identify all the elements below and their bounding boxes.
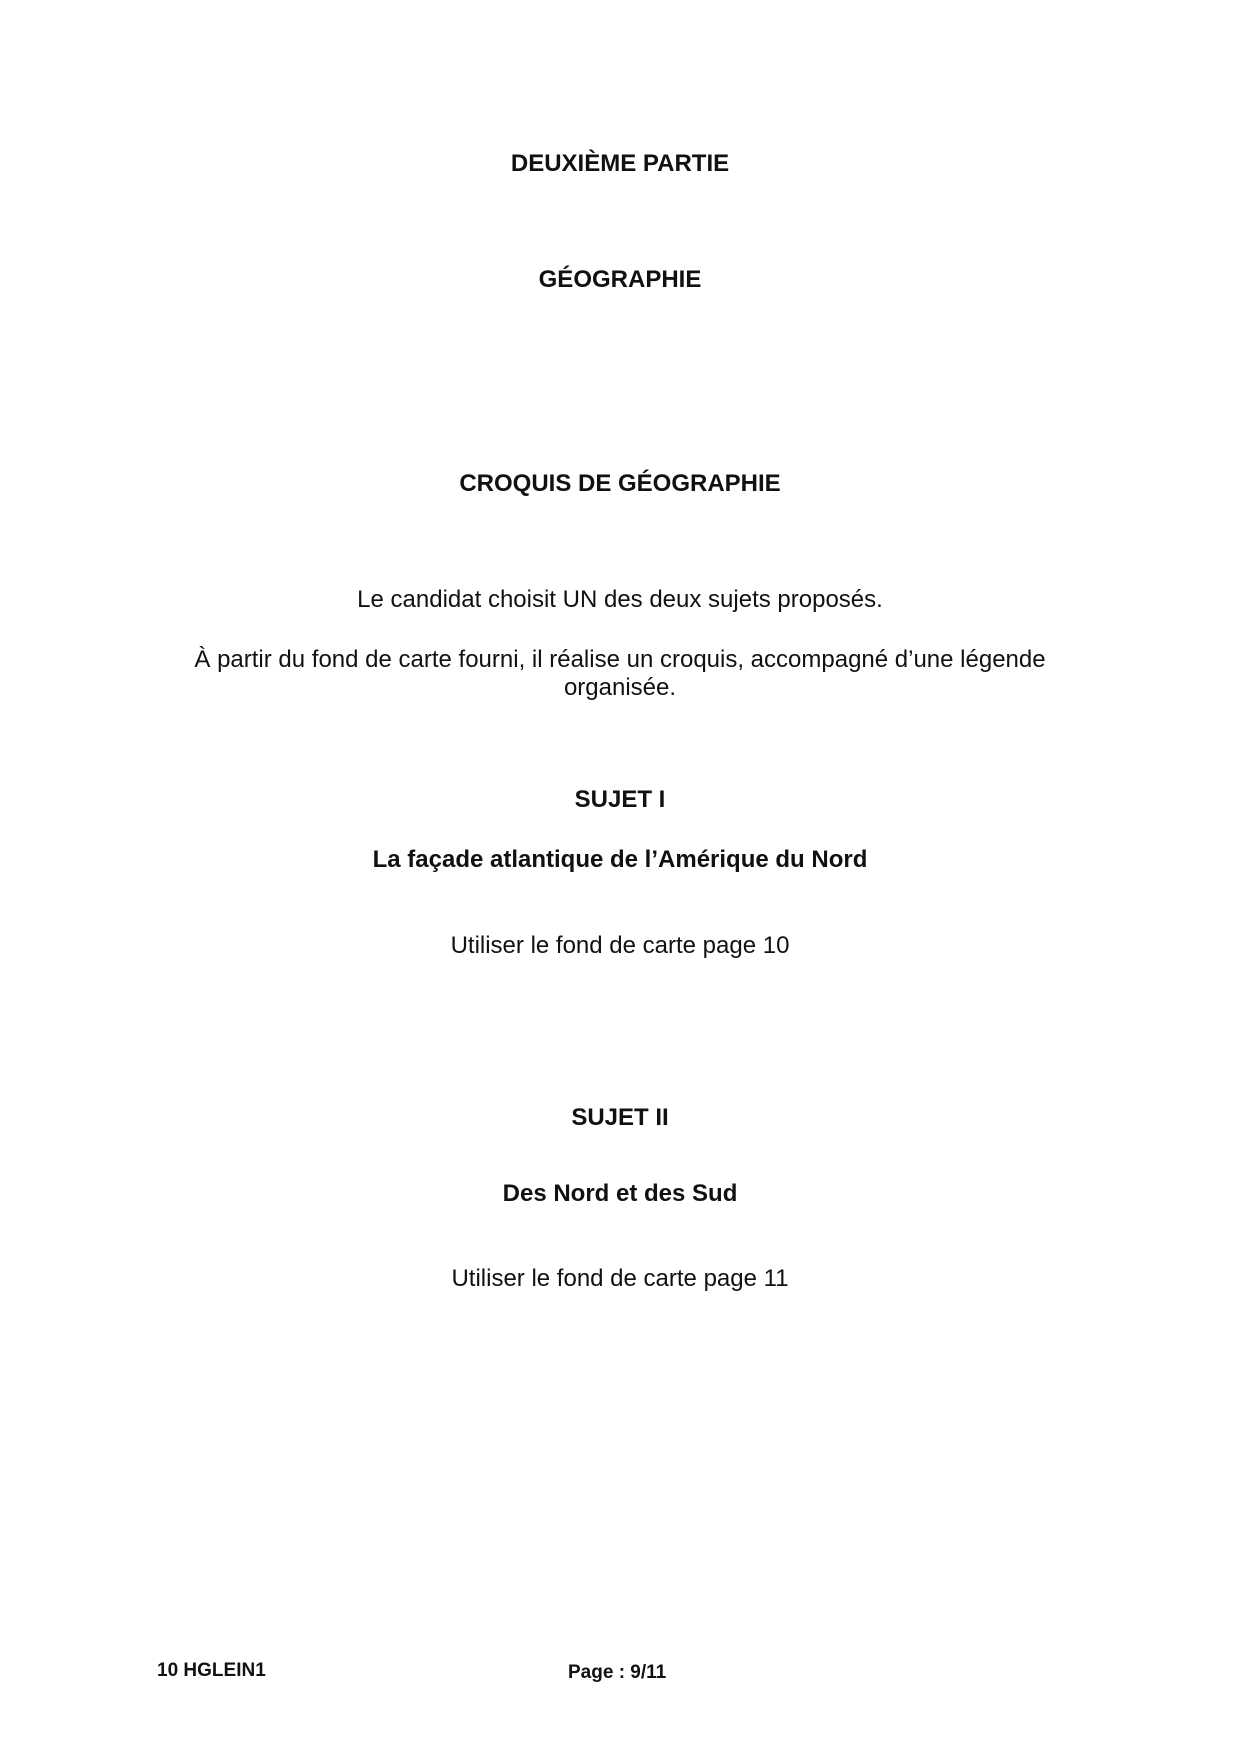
subject-title: GÉOGRAPHIE	[538, 266, 702, 293]
subject-1-label: SUJET I	[574, 786, 666, 813]
subject-2-title: Des Nord et des Sud	[502, 1180, 738, 1207]
instruction-line-1: Le candidat choisit UN des deux sujets proposés.	[357, 586, 883, 613]
footer-code: 10 HGLEIN1	[157, 1660, 266, 1681]
instruction-line-2b: organisée.	[563, 674, 677, 701]
instruction-line-2a: À partir du fond de carte fourni, il réalise un croquis, accompagné d’une légende	[194, 646, 1046, 673]
footer-page-number: Page : 9/11	[568, 1662, 667, 1683]
part-title: DEUXIÈME PARTIE	[510, 150, 730, 177]
subject-2-note: Utiliser le fond de carte page 11	[451, 1265, 789, 1292]
subject-1-note: Utiliser le fond de carte page 10	[450, 932, 790, 959]
subject-2-label: SUJET II	[571, 1104, 669, 1131]
subject-1-title: La façade atlantique de l’Amérique du Nord	[372, 846, 868, 873]
exercise-title: CROQUIS DE GÉOGRAPHIE	[459, 470, 781, 497]
